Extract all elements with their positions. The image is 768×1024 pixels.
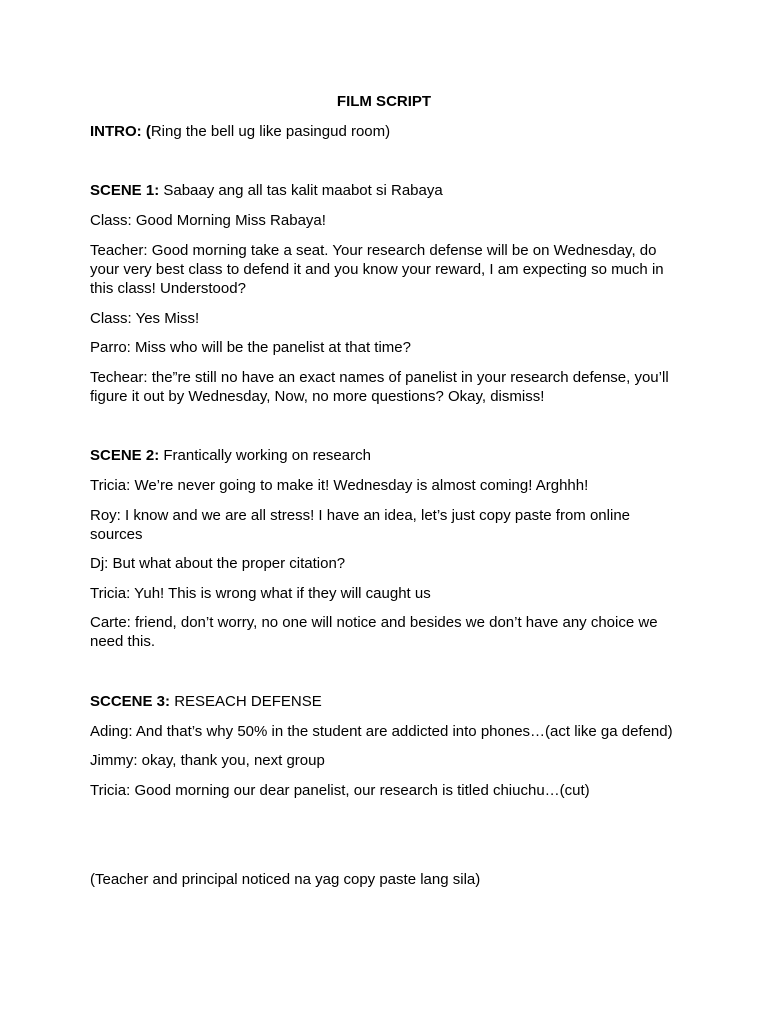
scene1-heading-text: Sabaay ang all tas kalit maabot si Rabaya <box>159 182 443 199</box>
closing-line: (Teacher and principal noticed na yag copy paste lang sila) <box>90 871 481 888</box>
intro-text: Ring the bell ug like pasingud room) <box>150 123 391 140</box>
intro-label: INTRO: ( <box>90 123 151 140</box>
script-line: Parro: Miss who will be the panelist at that time? <box>90 339 411 356</box>
script-line: Teacher: Good morning take a seat. Your research defense will be on Wednesday, do your very best class to defend it and you know your reward, I am expecting so much in this class! Understood? <box>90 242 664 297</box>
script-line: Class: Yes Miss! <box>90 310 200 327</box>
script-line: Class: Good Morning Miss Rabaya! <box>90 212 326 229</box>
script-line: Tricia: Good morning our dear panelist, our research is titled chiuchu…(cut) <box>90 782 590 799</box>
script-line: Tricia: We’re never going to make it! Wednesday is almost coming! Arghhh! <box>90 477 589 494</box>
scene2-label: SCENE 2: <box>90 447 160 464</box>
scene2-heading-text: Frantically working on research <box>159 447 371 464</box>
scene3-heading <box>90 692 680 711</box>
script-line: Tricia: Yuh! This is wrong what if they will caught us <box>90 585 431 602</box>
intro-line <box>90 122 680 141</box>
script-line: Carte: friend, don’t worry, no one will notice and besides we don’t have any choice we need this. <box>90 614 658 650</box>
script-line: Jimmy: okay, thank you, next group <box>90 752 325 769</box>
script-line: Roy: I know and we are all stress! I have an idea, let’s just copy paste from online sources <box>90 507 630 543</box>
scene3-label: SCCENE 3: <box>90 693 171 710</box>
scene2-heading <box>90 446 680 465</box>
scene1-heading <box>90 181 680 200</box>
script-line: Ading: And that’s why 50% in the student are addicted into phones…(act like ga defend) <box>90 723 673 740</box>
script-line: Dj: But what about the proper citation? <box>90 555 346 572</box>
scene3-heading-text: RESEACH DEFENSE <box>170 693 322 710</box>
scene1-label: SCENE 1: <box>90 182 160 199</box>
script-line: Techear: the”re still no have an exact names of panelist in your research defense, you’ll figure it out by Wednesday, Now, no more questions? Okay, dismiss! <box>90 369 669 405</box>
page-title: FILM SCRIPT <box>336 93 432 110</box>
